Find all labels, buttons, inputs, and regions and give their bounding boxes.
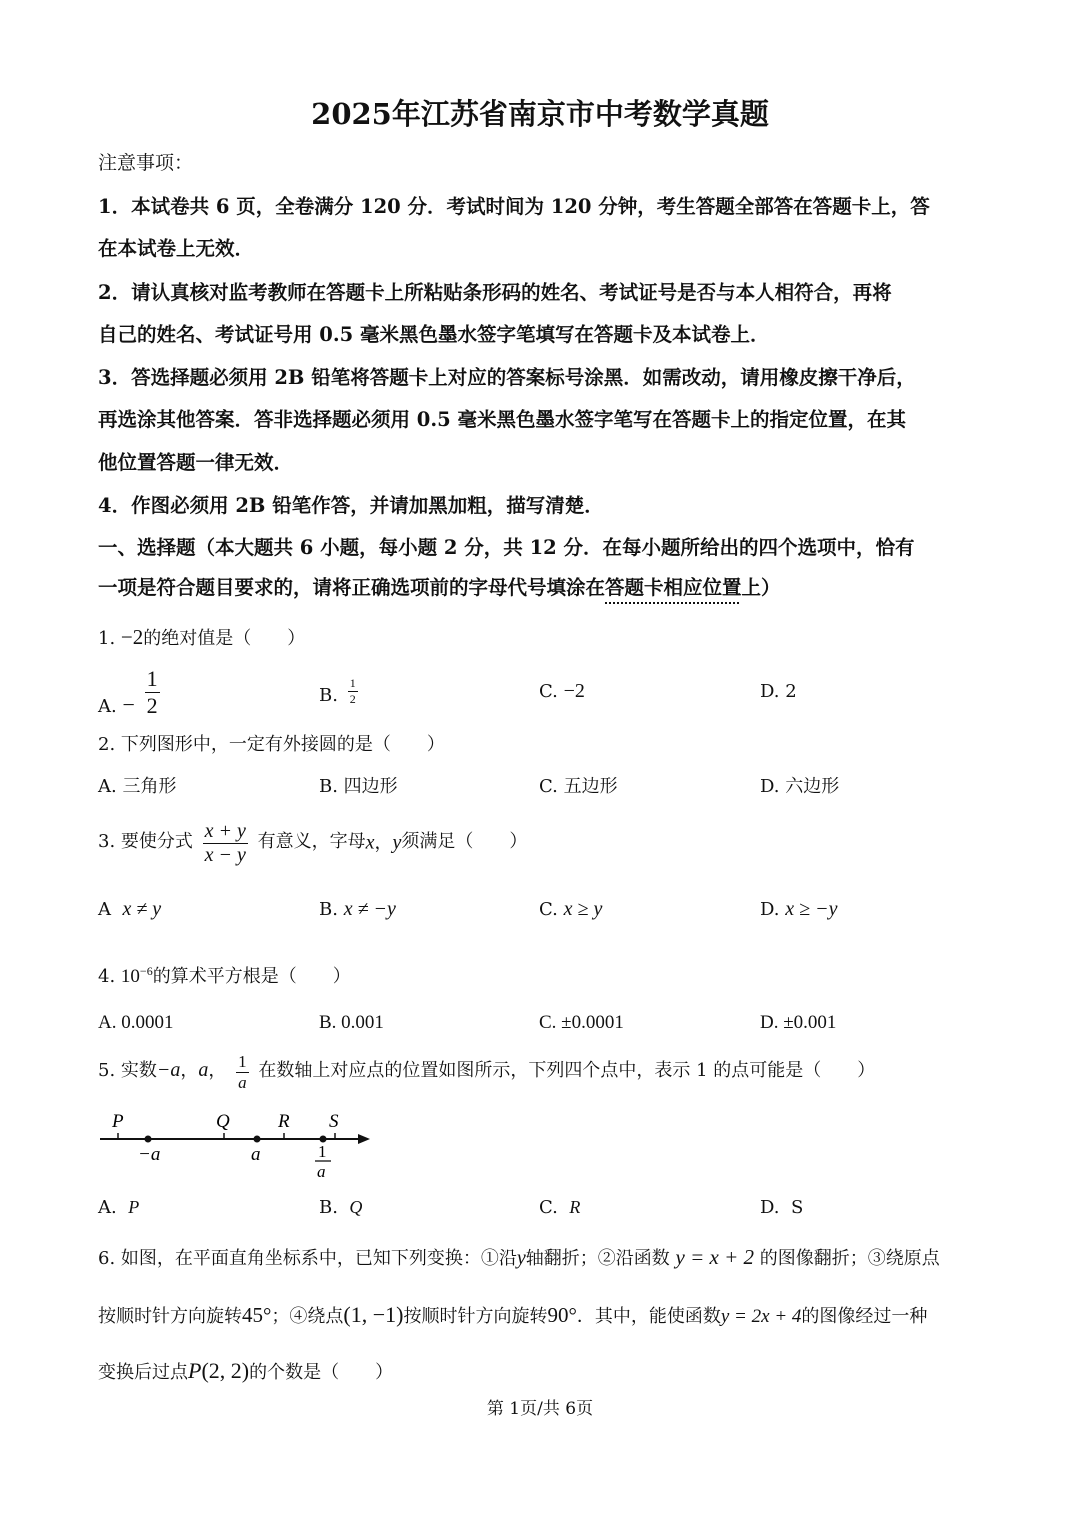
q5-post: 在数轴上对应点的位置如图所示，下列四个点中，表示 1 的点可能是（ ） xyxy=(258,1059,876,1081)
q4-option-b: B. 0.001 xyxy=(319,1012,384,1033)
q1-a-den: 2 xyxy=(146,693,158,718)
notice-line: 在本试卷上无效． xyxy=(98,237,255,260)
q3-b-value: x ≠ −y xyxy=(343,898,396,920)
q1-text: 的绝对值是（ ） xyxy=(143,628,306,649)
q1-option-a xyxy=(98,666,164,719)
q5-frac-num: 1 xyxy=(238,1052,247,1071)
q2-option-b: B. 四边形 xyxy=(319,776,398,797)
q3-post: 须满足（ ） xyxy=(401,830,528,852)
q6-l2-deg: 45° xyxy=(242,1303,272,1327)
q3-c-value: x ≥ y xyxy=(563,898,603,920)
label-p: P xyxy=(112,1111,124,1132)
q6-l1-c: 的图像翻折；③绕原点 xyxy=(759,1248,940,1269)
q1-number: 1. xyxy=(98,628,116,649)
q6-l3-p: P xyxy=(188,1358,202,1383)
q3-fraction xyxy=(203,820,248,867)
q1-a-fraction xyxy=(145,666,160,719)
question-3 xyxy=(98,820,527,867)
section-line2-a: 一项是符合题目要求的，请将正确选项前的字母代号填涂在 xyxy=(98,576,606,599)
q6-l2-point: (1, −1) xyxy=(343,1302,404,1327)
q5-d-label: D. xyxy=(760,1197,780,1218)
q3-pre: 3. 要使分式 xyxy=(98,830,193,852)
q1-c-label: C. xyxy=(539,681,558,702)
q4-option-c: C. ±0.0001 xyxy=(539,1012,624,1033)
point-neg-a xyxy=(145,1136,152,1143)
label-a: a xyxy=(251,1144,261,1165)
q3-x: x xyxy=(365,831,375,854)
label-inv-num: 1 xyxy=(318,1142,327,1161)
q5-a: a xyxy=(198,1058,209,1081)
q1-a-num: 1 xyxy=(146,666,158,691)
q5-a-label: A. xyxy=(98,1197,117,1218)
question-1 xyxy=(98,624,305,650)
question-5 xyxy=(98,1052,875,1093)
label-inv-den: a xyxy=(317,1162,326,1181)
axis-arrow-icon xyxy=(358,1134,370,1144)
q3-option-c xyxy=(539,898,602,921)
q1-b-num: 1 xyxy=(349,676,356,690)
point-a xyxy=(254,1136,261,1143)
q6-l3-point: (2, 2) xyxy=(201,1358,250,1383)
page-title: 2025年江苏省南京市中考数学真题 xyxy=(311,97,769,131)
section-line2-c: 上） xyxy=(741,576,781,599)
q5-c-label: C. xyxy=(539,1197,558,1218)
q4-base: 10 xyxy=(120,966,140,987)
q4-exponent: −6 xyxy=(139,964,153,978)
number-line-figure xyxy=(96,1105,386,1185)
q3-a-label: A xyxy=(98,899,111,920)
question-2: 2. 下列图形中，一定有外接圆的是（ ） xyxy=(98,734,445,755)
q3-y: y xyxy=(392,831,402,854)
q1-a-sign: − xyxy=(122,691,135,717)
q5-option-c xyxy=(539,1197,580,1218)
notice-line: 自己的姓名、考试证号用 0.5 毫米黑色墨水签字笔填写在答题卡及本试卷上． xyxy=(98,323,770,346)
notice-line: 3．答选择题必须用 2B 铅笔将答题卡上对应的答案标号涂黑．如需改动，请用橡皮擦干净后， xyxy=(98,366,916,389)
q3-option-d xyxy=(760,898,837,921)
section-heading-line2 xyxy=(98,572,781,600)
q1-option-b xyxy=(319,676,362,707)
q5-option-a xyxy=(98,1197,139,1218)
q6-l1-function: y = x + 2 xyxy=(675,1245,755,1269)
q5-b-label: B. xyxy=(319,1197,338,1218)
q3-comma: ， xyxy=(374,832,393,854)
q6-l2-c: 按顺时针方向旋转 xyxy=(403,1306,548,1327)
q3-d-label: D. xyxy=(760,899,780,920)
notice-line: 4．作图必须用 2B 铅笔作答，并请加黑加粗，描写清楚． xyxy=(98,494,604,517)
q5-frac-den: a xyxy=(238,1073,247,1092)
q2-option-c: C. 五边形 xyxy=(539,776,618,797)
label-neg-a: −a xyxy=(138,1144,161,1165)
label-r: R xyxy=(278,1111,290,1132)
q6-l2-d: ．其中，能使函数 xyxy=(576,1306,721,1327)
q3-den: x − y xyxy=(204,844,246,866)
q5-sep1: ， xyxy=(180,1059,199,1081)
q1-b-label: B. xyxy=(319,684,338,706)
question-6-line-2 xyxy=(98,1302,927,1328)
q5-a-value: P xyxy=(128,1197,140,1217)
question-6-line-3 xyxy=(98,1358,393,1384)
q6-l1-a: 6. 如图，在平面直角坐标系中，已知下列变换：①沿 xyxy=(98,1248,517,1269)
section-emphasis: 答题卡相应位置 xyxy=(605,576,742,599)
q3-mid: 有意义，字母 xyxy=(257,830,366,852)
q6-l2-deg2: 90° xyxy=(547,1303,577,1327)
q6-l2-b: ；④绕点 xyxy=(271,1306,344,1327)
q5-fraction xyxy=(236,1052,249,1093)
question-6-line-1 xyxy=(98,1244,940,1270)
q5-b-value: Q xyxy=(349,1197,363,1217)
q1-b-fraction xyxy=(348,676,358,707)
q1-option-d xyxy=(760,681,797,702)
q4-option-a: A. 0.0001 xyxy=(98,1012,174,1033)
section-heading: 一、选择题（本大题共 6 小题，每小题 2 分，共 12 分．在每小题所给出的四个选项中，恰有 xyxy=(98,536,915,559)
q6-l3-a: 变换后过点 xyxy=(98,1362,188,1383)
q6-l3-b: 的个数是（ ） xyxy=(249,1362,394,1383)
q1-b-den: 2 xyxy=(349,692,356,706)
q2-option-d: D. 六边形 xyxy=(760,776,840,797)
q3-b-label: B. xyxy=(319,899,338,920)
q1-a-label: A. xyxy=(98,695,117,717)
label-q: Q xyxy=(216,1111,230,1132)
notice-line: 他位置答题一律无效． xyxy=(98,451,294,474)
notice-line: 2．请认真核对监考教师在答题卡上所粘贴条形码的姓名、考试证号是否与本人相符合，再将 xyxy=(98,281,892,304)
q3-a-value: x ≠ y xyxy=(122,898,162,920)
q2-option-a: A. 三角形 xyxy=(98,776,177,797)
q4-pre: 4. xyxy=(98,966,116,987)
q4-option-d: D. ±0.001 xyxy=(760,1012,837,1033)
q5-pre: 5. 实数 xyxy=(98,1059,157,1081)
q5-option-d xyxy=(760,1197,803,1218)
q6-l2-function: y = 2x + 4 xyxy=(720,1306,802,1327)
q6-l2-a: 按顺时针方向旋转 xyxy=(98,1306,242,1327)
q5-neg-a: −a xyxy=(156,1058,181,1081)
q3-option-a xyxy=(98,898,161,921)
q3-c-label: C. xyxy=(539,899,558,920)
q6-l1-b: 轴翻折；②沿函数 xyxy=(525,1248,670,1269)
q5-d-value: S xyxy=(790,1197,804,1218)
q6-l1-y: y xyxy=(516,1247,526,1269)
q5-option-b xyxy=(319,1197,362,1218)
q5-sep2: ， xyxy=(208,1059,227,1081)
q3-option-b xyxy=(319,898,396,921)
q3-d-value: x ≥ −y xyxy=(785,898,838,920)
notice-heading: 注意事项： xyxy=(98,152,194,174)
q1-option-c xyxy=(539,680,585,703)
q4-post: 的算术平方根是（ ） xyxy=(152,966,351,987)
q5-c-value: R xyxy=(569,1197,581,1217)
q1-d-label: D. xyxy=(760,681,780,702)
q1-d-value: 2 xyxy=(785,681,797,702)
q1-c-value: −2 xyxy=(563,680,585,702)
q1-value: −2 xyxy=(120,625,144,649)
label-s: S xyxy=(329,1111,339,1132)
notice-line: 1．本试卷共 6 页，全卷满分 120 分．考试时间为 120 分钟，考生答题全部答在答题卡上，答 xyxy=(98,195,930,218)
q6-l2-e: 的图像经过一种 xyxy=(801,1306,928,1327)
page-footer: 第 1页/共 6页 xyxy=(486,1399,594,1419)
question-4 xyxy=(98,962,351,988)
q3-num: x + y xyxy=(204,820,246,842)
notice-line: 再选涂其他答案．答非选择题必须用 0.5 毫米黑色墨水签字笔写在答题卡上的指定位置，在其 xyxy=(98,408,907,431)
